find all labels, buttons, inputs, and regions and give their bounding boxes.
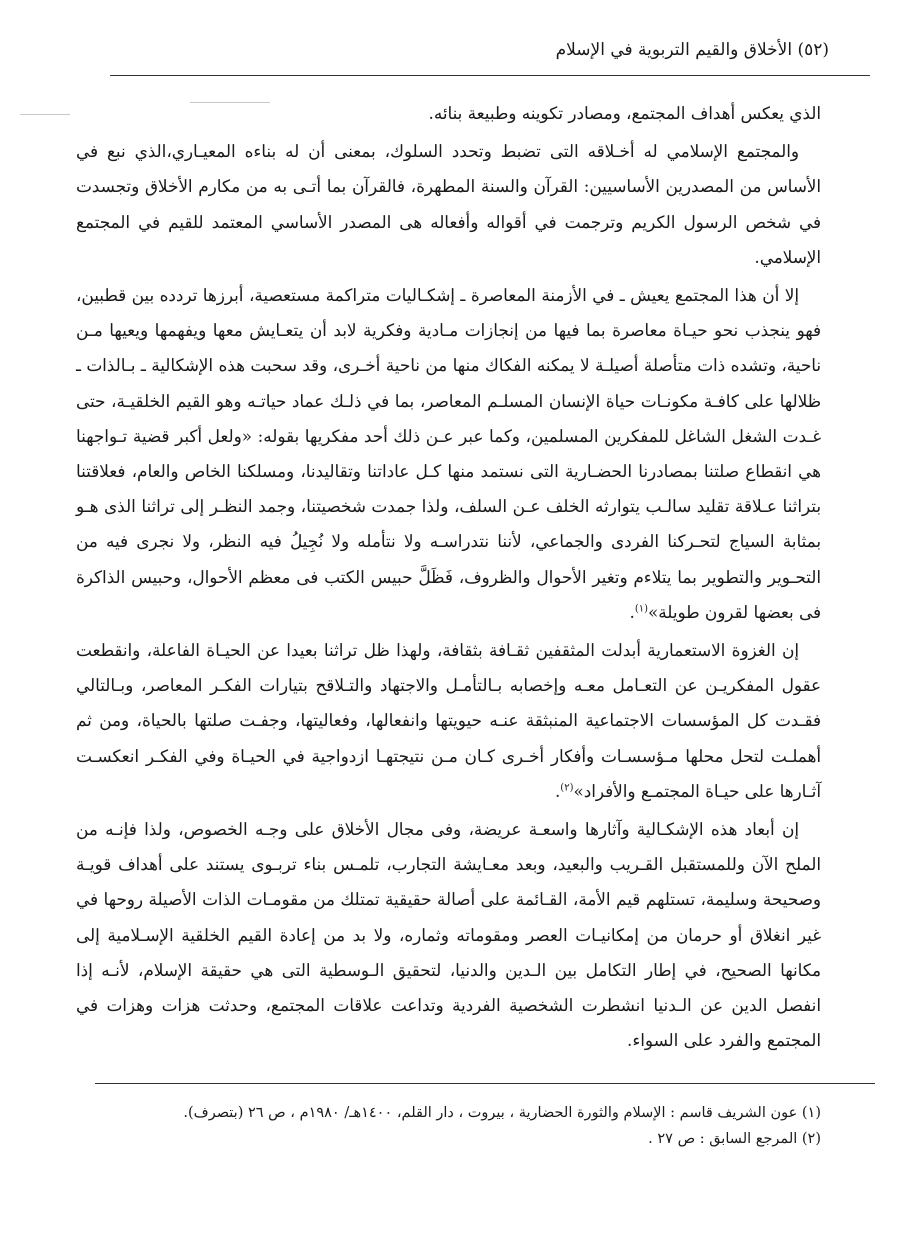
paragraph: إن الغزوة الاستعمارية أبدلت المثقفين ثقـافة بثقافة، ولهذا ظل تراثنا بعيدا عن الحيـاة الفاعلة، وانقطعت عقول المفكريـن عن التعـامل معـه وإخصابه بـالتأمـل والاجتهاد والتـلاقح بتيارات الفكـر المعاصر، وبـالتالي فقـدت كل المؤسسات الاجتماعية المنبثقة عنـه حيويتها وانفعالها، وفعاليتها، وجفـت صلتها بالحياة، ومن ثم أهملـت لتحل محلها مـؤسسـات وأفكار أخـرى كـان مـن نتيجتهـا ازدواجية في الحيـاة وفي الفكـر انعكسـت آثـارها على حيـاة المجتمـع والأفراد»$^{(٢)}$. bbox=[76, 640, 821, 801]
footnote: (١) عون الشريف قاسم : الإسلام والثورة الحضارية ، بيروت ، دار القلم، ١٤٠٠هـ/ ١٩٨٠م ، ص ٢٦ (بتصرف). bbox=[183, 1105, 821, 1121]
paragraph: إلا أن هذا المجتمع يعيش ـ في الأزمنة المعاصرة ـ إشكـاليات متراكمة مستعصية، أبرزها تردده بين قطبين، فهو ينجذب نحو حيـاة معاصرة بما فيها من إنجازات مـادية وفكرية لابد أن يتعـايش معها ويفهمها ويعيها مـن ناحية، وتشده ذات متأصلة أصيلـة لا يمكنه الفكاك منها من ناحية أخـرى، وقد سحبت هذه الإشكالية ـ بـالذات ـ ظلالها على كافـة مكونـات حياة الإنسان المسلـم المعاصر، بما في ذلـك عماد حياتـه وهو القيم الخلقيـة، حتى غـدت الشغل الشاغل للمفكرين المسلمين، وكما عبر عـن ذلك أحد مفكريها بقوله: «ولعل أكبر قضية تـواجهنا هي انقطاع صلتنا بمصادرنا الحضـارية التى نستمد منها كـل عاداتنا وتقاليدنا، ومسلكنا الخاص والعام، فعلاقتنا بتراثنا عـلاقة تقليد سالـب يتوارثه الخلف عـن السلف، ولذا جمدت شخصيتنا، وجمد النظـر إلى تراثنا الذى هـو بمثابة السياج لتحـركنا الفردى والجماعي، لأننا نتدراسـه ولا نتأمله ولا نُجِيلُ فيه النظر، ولا نجرى فيه من التحـوير والتطوير بما يتلاءم وتغير الأحوال والظروف، فَظَلَّ حبيس الكتب فى معظم الأحوال، وحبيس الذاكرة فى بعضها لقرون طويلة»$^{(١)}$. bbox=[76, 285, 821, 622]
header-rule bbox=[110, 75, 870, 76]
page-number: (٥٢) bbox=[797, 40, 829, 60]
footnote-ref: (٢) bbox=[560, 782, 574, 794]
footnotes bbox=[61, 1100, 821, 1152]
running-header bbox=[69, 40, 829, 66]
footnote-rule bbox=[95, 1083, 875, 1084]
body-text bbox=[76, 96, 821, 1061]
footnote: (٢) المرجع السابق : ص ٢٧ . bbox=[648, 1131, 821, 1147]
scan-artifact bbox=[20, 114, 70, 115]
paragraph: الذي يعكس أهداف المجتمع، ومصادر تكوينه وطبيعة بنائه. bbox=[428, 103, 821, 123]
paragraph: والمجتمع الإسلامي له أخـلاقه التى تضبط وتحدد السلوك، بمعنى أن له بناءه المعيـاري،الذي نبع في الأساس من المصدرين الأساسيين: القرآن والسنة المطهرة، فالقرآن بما أتـى به من مكارم الأخلاق وتجسدت في شخص الرسول الكريم وترجمت في أقواله وأفعاله هى المصدر الأساسي المعتمد للقيم في المجتمع الإسلامي. bbox=[76, 141, 821, 267]
footnote-ref: (١) bbox=[634, 603, 649, 615]
paragraph-text: إن الغزوة الاستعمارية أبدلت المثقفين ثقـافة بثقافة، ولهذا ظل تراثنا بعيدا عن الحيـاة الفاعلة، وانقطعت عقول المفكريـن عن التعـامل معـه وإخصابه بـالتأمـل والاجتهاد والتـلاقح بتيارات الفكـر المعاصر، وبـالتالي فقـدت كل المؤسسات الاجتماعية المنبثقة عنـه حيويتها وانفعالها، وفعاليتها، وجفـت صلتها بالحياة، ومن ثم أهملـت لتحل محلها مـؤسسـات وأفكار أخـرى كـان مـن نتيجتهـا ازدواجية في الحيـاة وفي الفكـر انعكسـت آثـارها على حيـاة المجتمـع والأفراد» bbox=[76, 640, 821, 801]
paragraph-text: إلا أن هذا المجتمع يعيش ـ في الأزمنة المعاصرة ـ إشكـاليات متراكمة مستعصية، أبرزها تردده بين قطبين، فهو ينجذب نحو حيـاة معاصرة بما فيها من إنجازات مـادية وفكرية لابد أن يتعـايش معها ويفهمها ويعيها مـن ناحية، وتشده ذات متأصلة أصيلـة لا يمكنه الفكاك منها من ناحية أخـرى، وقد سحبت هذه الإشكالية ـ بـالذات ـ ظلالها على كافـة مكونـات حياة الإنسان المسلـم المعاصر، بما في ذلـك عماد حياتـه وهو القيم الخلقيـة، حتى غـدت الشغل الشاغل للمفكرين المسلمين، وكما عبر عـن ذلك أحد مفكريها بقوله: «ولعل أكبر قضية تـواجهنا هي انقطاع صلتنا بمصادرنا الحضـارية التى نستمد منها كـل عاداتنا وتقاليدنا، ومسلكنا الخاص والعام، فعلاقتنا بتراثنا عـلاقة تقليد سالـب يتوارثه الخلف عـن السلف، ولذا جمدت شخصيتنا، وجمد النظـر إلى تراثنا الذى هـو بمثابة السياج لتحـركنا الفردى والجماعي، لأننا نتدراسـه ولا نتأمله ولا نُجِيلُ فيه النظر، ولا نجرى فيه من التحـوير والتطوير بما يتلاءم وتغير الأحوال والظروف، فَظَلَّ حبيس الكتب فى معظم الأحوال، وحبيس الذاكرة فى بعضها لقرون طويلة» bbox=[76, 285, 821, 622]
paragraph: إن أبعاد هذه الإشكـالية وآثارها واسعـة عريضة، وفى مجال الأخلاق على وجـه الخصوص، ولذا فإنـه من الملح الآن وللمستقبل القـريب والبعيد، وبعد معـايشة التجارب، تلمـس بناء تربـوى يستند على أهداف قويـة وصحيحة وسليمة، تستلهم قيم الأمة، القـائمة على أصالة حقيقية تمتلك من مقومـات الذات الأصيلة روحها في غير انغلاق أو حرمان من إمكانيـات العصر ومقوماته وثماره، ولا بد من إعادة القيم الخلقية الإسـلامية إلى مكانها الصحيح، في إطار التكامل بين الـدين والدنيا، لتحقيق الـوسطية التى هي حقيقة الإسلام، لأنـه إذا انفصل الدين عن الـدنيا انشطرت الشخصية الفردية وتداعت علاقات المجتمع، وحدثت هزات وهزات في المجتمع والفرد على السواء. bbox=[76, 819, 821, 1051]
running-title: الأخلاق والقيم التربوية في الإسلام bbox=[555, 40, 793, 60]
